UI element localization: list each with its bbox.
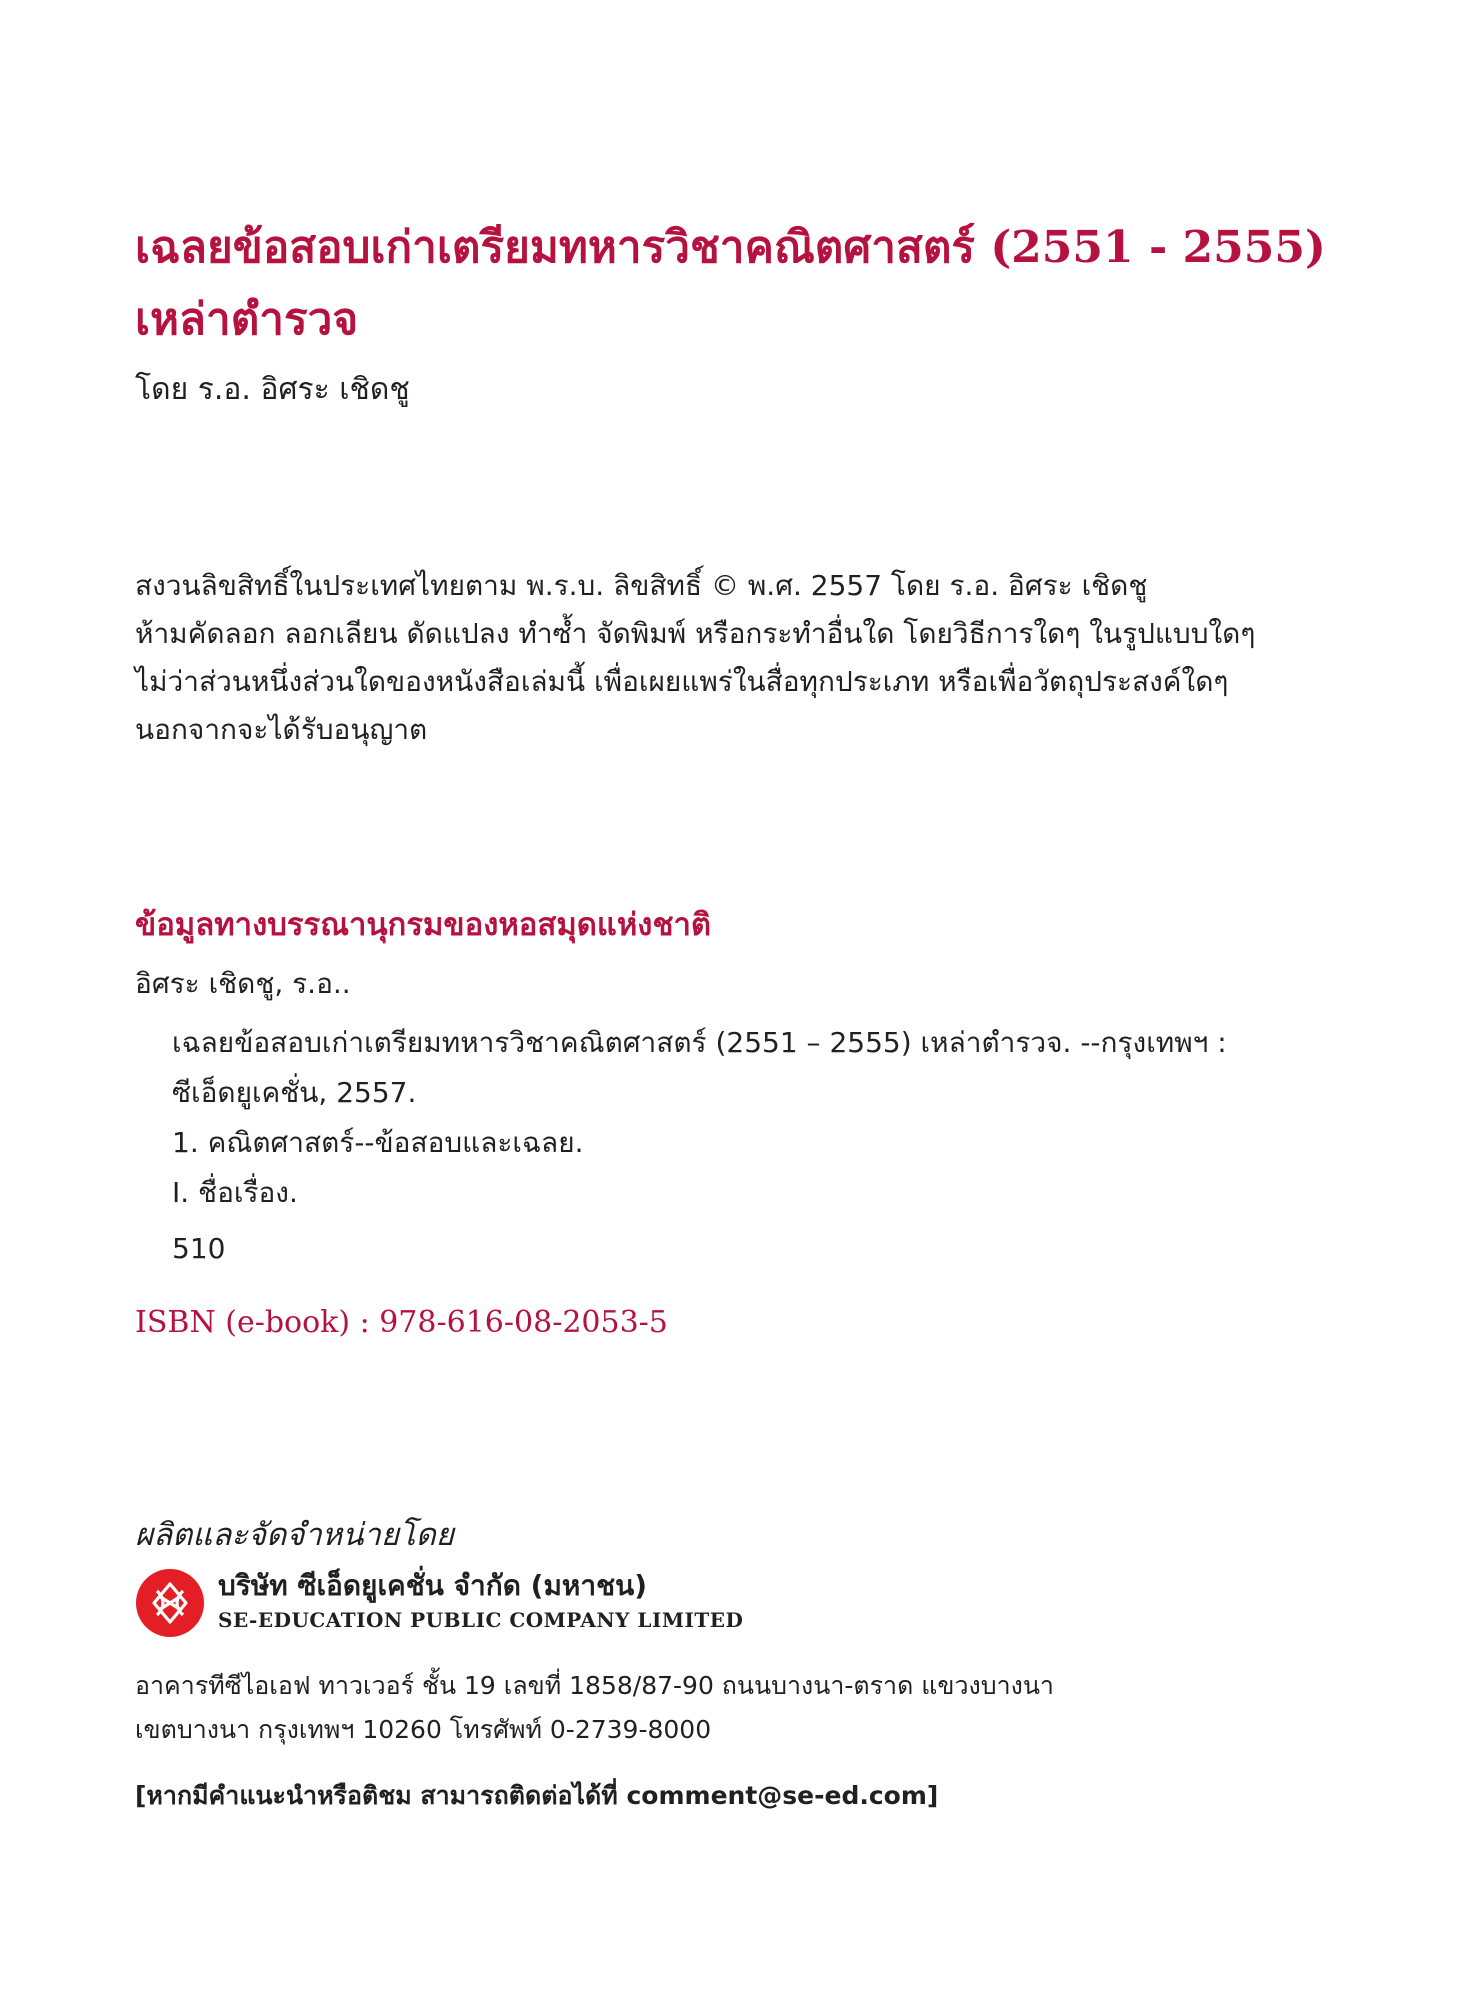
copyright-line-3: ไม่ว่าส่วนหนึ่งส่วนใดของหนังสือเล่มนี้ เพื่อเผยแพร่ในสื่อทุกประเภท หรือเพื่อวัตถุประสงค์ใดๆ xyxy=(135,665,1229,698)
book-title xyxy=(135,212,1355,356)
cip-author-entry: อิศระ เชิดชู, ร.อ.. xyxy=(135,967,351,1000)
address-line-1: อาคารทีซีไอเอฟ ทาวเวอร์ ชั้น 19 เลขที่ 1858/87-90 ถนนบางนา-ตราด แขวงบางนา xyxy=(135,1671,1054,1700)
cip-class-number: 510 xyxy=(172,1232,226,1265)
publisher-name-english: SE-EDUCATION PUBLIC COMPANY LIMITED xyxy=(218,1608,744,1632)
copyright-notice xyxy=(135,562,1255,754)
publisher-address xyxy=(135,1664,1054,1752)
produced-by-label: ผลิตและจัดจำหน่ายโดย xyxy=(135,1517,454,1553)
se-ed-logo-icon xyxy=(135,1568,205,1638)
isbn: ISBN (e-book) : 978-616-08-2053-5 xyxy=(135,1305,668,1340)
se-ed-logo-graphic xyxy=(135,1568,205,1638)
contact-line: [หากมีคำแนะนำหรือติชม สามารถติดต่อได้ที่ comment@se-ed.com] xyxy=(135,1781,939,1810)
copyright-line-2: ห้ามคัดลอก ลอกเลียน ดัดแปลง ทำซ้ำ จัดพิมพ์ หรือกระทำอื่นใด โดยวิธีการใดๆ ในรูปแบบใดๆ xyxy=(135,617,1256,650)
cip-title-line-1: เฉลยข้อสอบเก่าเตรียมทหารวิชาคณิตศาสตร์ (2551 – 2555) เหล่าตำรวจ. --กรุงเทพฯ : xyxy=(172,1026,1227,1059)
cip-record xyxy=(172,1018,1227,1274)
cip-title-line-2: ซีเอ็ดยูเคชั่น, 2557. xyxy=(172,1076,417,1109)
copyright-line-1: สงวนลิขสิทธิ์ในประเทศไทยตาม พ.ร.บ. ลิขสิทธิ์ © พ.ศ. 2557 โดย ร.อ. อิศระ เชิดชู xyxy=(135,569,1148,602)
cip-heading: ข้อมูลทางบรรณานุกรมของหอสมุดแห่งชาติ xyxy=(135,907,712,943)
book-title-line-2: เหล่าตำรวจ xyxy=(135,294,359,345)
author-line: โดย ร.อ. อิศระ เชิดชู xyxy=(135,372,410,407)
copyright-line-4: นอกจากจะได้รับอนุญาต xyxy=(135,713,428,746)
publisher-name-thai: บริษัท ซีเอ็ดยูเคชั่น จำกัด (มหาชน) xyxy=(218,1569,648,1602)
address-line-2: เขตบางนา กรุงเทพฯ 10260 โทรศัพท์ 0-2739-8000 xyxy=(135,1715,712,1744)
cip-subject: 1. คณิตศาสตร์--ข้อสอบและเฉลย. xyxy=(172,1126,584,1159)
book-title-line-1: เฉลยข้อสอบเก่าเตรียมทหารวิชาคณิตศาสตร์ (2551 - 2555) xyxy=(135,222,1326,273)
cip-title-entry: I. ชื่อเรื่อง. xyxy=(172,1176,298,1209)
